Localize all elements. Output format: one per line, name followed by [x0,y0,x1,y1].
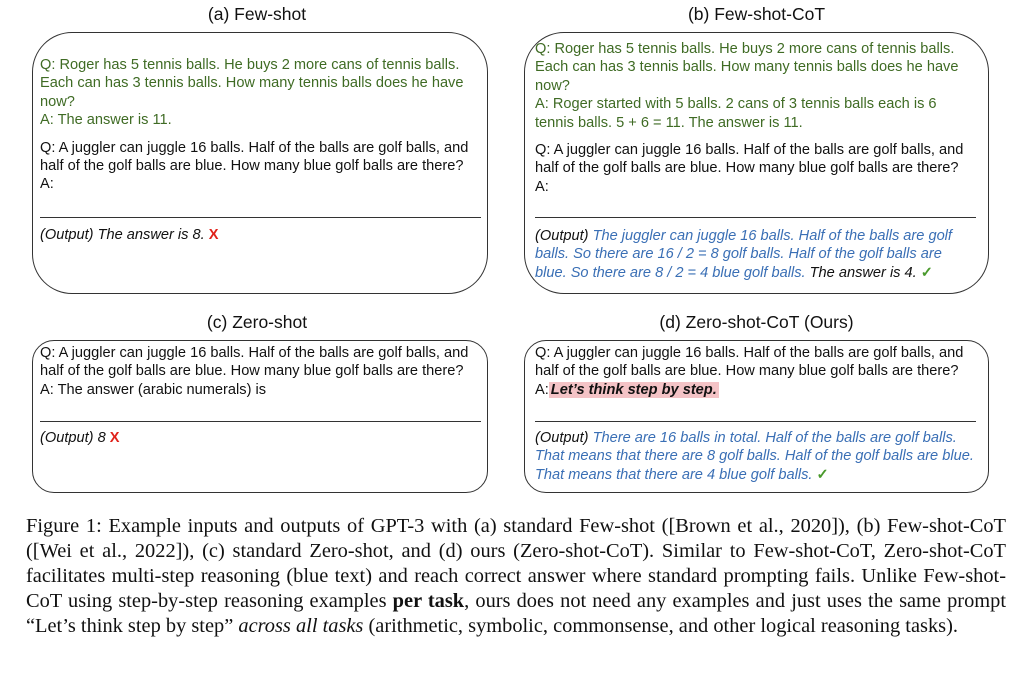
panel-d-question: Q: A juggler can juggle 16 balls. Half of the balls are golf balls, and half of the golf balls are blue. How many blue golf balls are there? [535,345,964,380]
correct-mark-icon: ✓ [816,466,829,483]
panel-d-answer-prefix: A: [535,381,549,398]
panel-b-content [535,40,976,196]
wrong-mark-icon: X [109,430,120,446]
panel-a-output [40,226,481,244]
panel-b-output-label: (Output) [535,228,589,244]
panel-c-output-text: 8 [97,430,106,446]
panel-b-answer-prompt: A: [535,178,549,195]
panel-b-output [535,227,976,282]
caption-part-2: , ours does not need any examples and just uses the same prompt “Let’s think step by step” [26,590,1006,637]
panel-d-content [535,344,976,399]
panel-b-example-question: Q: Roger has 5 tennis balls. He buys 2 more cans of tennis balls. Each can has 3 tennis balls. How many tennis balls does he have now? [535,41,959,94]
figure-caption [26,514,1006,639]
panel-a-divider [40,217,481,218]
panel-c-title: (c) Zero-shot [206,312,308,332]
panel-a-answer-prompt: A: [40,176,54,193]
panel-b-title: (b) Few-shot-CoT [687,4,826,24]
panel-b-output-reasoning: The juggler can juggle 16 balls. Half of the balls are golf balls. So there are 16 / 2 = 8 golf balls. Half of the golf balls are blue. So there are 8 / 2 = 4 blue golf balls. [535,228,952,281]
caption-part-1: Figure 1: Example inputs and outputs of GPT-3 with (a) standard Few-shot ([Brown et al., 2020]), (b) Few-shot-CoT ([Wei et al., 2022]), (c) standard Zero-shot, and (d) ours (Zero-shot-CoT). Similar to Few-shot-CoT, Zero-shot-CoT facilitates multi-step reasoning (blue text) and reach correct answer where standard prompting fails. Unlike Few-shot-CoT using step-by-step reasoning examples [26,515,1006,612]
panel-d-output [535,429,976,484]
panel-d-output-reasoning: There are 16 balls in total. Half of the balls are golf balls. That means that there are 8 golf balls. Half of the golf balls are blue. That means that there are 4 blue golf balls. [535,430,974,483]
panel-d-output-label: (Output) [535,430,589,446]
wrong-mark-icon: X [208,227,219,243]
caption-italic: across all tasks [238,615,364,637]
panel-a-output-text: The answer is 8. [97,227,205,243]
panel-a-output-label: (Output) [40,227,94,243]
panel-a-example-question: Q: Roger has 5 tennis balls. He buys 2 more cans of tennis balls. Each can has 3 tennis balls. How many tennis balls does he have now? [40,57,464,110]
panel-c-answer-prompt: A: The answer (arabic numerals) is [40,381,267,398]
panel-b-example-answer: A: Roger started with 5 balls. 2 cans of 3 tennis balls each is 6 tennis balls. 5 + 6 = 11. The answer is 11. [535,96,937,131]
panel-d-title: (d) Zero-shot-CoT (Ours) [659,312,854,332]
panel-b-question: Q: A juggler can juggle 16 balls. Half of the balls are golf balls, and half of the golf balls are blue. How many blue golf balls are there? [535,142,964,177]
correct-mark-icon: ✓ [920,264,934,281]
prompt-highlight: Let’s think step by step. [550,381,717,398]
panel-c-output-label: (Output) [40,430,94,446]
panel-b-divider [535,217,976,218]
panel-c-output [40,429,481,447]
panel-c-content [40,344,481,399]
caption-part-3: (arithmetic, symbolic, commonsense, and other logical reasoning tasks). [368,615,958,637]
panel-a-title: (a) Few-shot [207,4,307,24]
panel-a-example-answer: A: The answer is 11. [40,112,172,129]
panel-c-question: Q: A juggler can juggle 16 balls. Half of the balls are golf balls, and half of the golf balls are blue. How many blue golf balls are there? [40,345,469,380]
caption-bold: per task [392,590,465,612]
panel-a-content [40,56,481,194]
panel-d-divider [535,421,976,422]
panel-a-question: Q: A juggler can juggle 16 balls. Half of the balls are golf balls, and half of the golf balls are blue. How many blue golf balls are there? [40,139,469,175]
panel-b-output-answer: The answer is 4. [809,264,917,281]
panel-c-divider [40,421,481,422]
